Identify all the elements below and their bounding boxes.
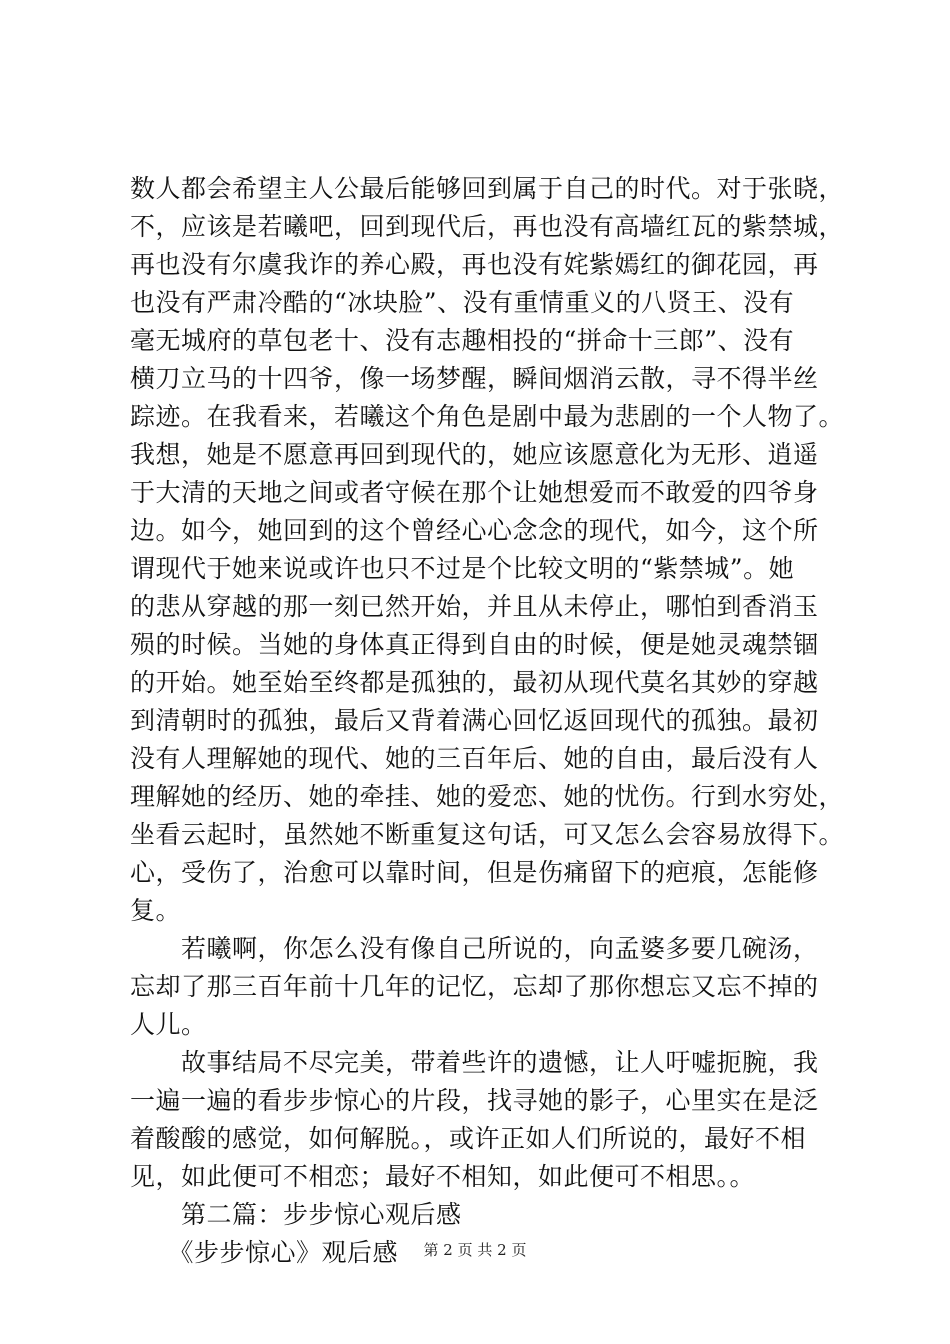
text-line: 殒的时候。当她的身体真正得到自由的时候，便是她灵魂禁锢 — [130, 630, 819, 659]
text-line: 我想，她是不愿意再回到现代的，她应该愿意化为无形、逍遥 — [130, 440, 819, 469]
text-line: 故事结局不尽完美，带着些许的遗憾，让人吁嘘扼腕，我 — [130, 1048, 819, 1077]
text-line: 人儿。 — [130, 1010, 207, 1039]
text-line: 踪迹。在我看来，若曦这个角色是剧中最为悲剧的一个人物了。 — [130, 402, 845, 431]
text-line: 于大清的天地之间或者守候在那个让她想爱而不敢爱的四爷身 — [130, 478, 819, 507]
text-line: 理解她的经历、她的牵挂、她的爱恋、她的忧伤。行到水穷处， — [130, 782, 845, 811]
page-number-footer: 第 2 页 共 2 页 — [423, 1241, 527, 1259]
text-line: 的悲从穿越的那一刻已然开始，并且从未停止，哪怕到香消玉 — [130, 592, 819, 621]
text-line: 着酸酸的感觉，如何解脱。，或许正如人们所说的，最好不相 — [130, 1124, 807, 1153]
text-line: 谓现代于她来说或许也只不过是个比较文明的“紫禁城”。她 — [130, 554, 795, 583]
text-line: 不，应该是若曦吧，回到现代后，再也没有高墙红瓦的紫禁城， — [130, 212, 845, 241]
text-line: 横刀立马的十四爷，像一场梦醒，瞬间烟消云散，寻不得半丝 — [130, 364, 819, 393]
text-line: 若曦啊，你怎么没有像自己所说的，向孟婆多要几碗汤， — [130, 934, 819, 963]
text-line: 数人都会希望主人公最后能够回到属于自己的时代。对于张晓， — [130, 174, 845, 203]
text-line: 见，如此便可不相恋；最好不相知，如此便可不相思。。 — [130, 1162, 756, 1191]
text-line: 没有人理解她的现代、她的三百年后、她的自由，最后没有人 — [130, 744, 819, 773]
text-line: 复。 — [130, 896, 182, 925]
text-line: 到清朝时的孤独，最后又背着满心回忆返回现代的孤独。最初 — [130, 706, 819, 735]
text-line: 心，受伤了，治愈可以靠时间，但是伤痛留下的疤痕，怎能修 — [130, 858, 819, 887]
text-line: 也没有严肃冷酷的“冰块脸”、没有重情重义的八贤王、没有 — [130, 288, 795, 317]
text-line: 忘却了那三百年前十几年的记忆，忘却了那你想忘又忘不掉的 — [130, 972, 819, 1001]
text-line: 的开始。她至始至终都是孤独的，最初从现代莫名其妙的穿越 — [130, 668, 819, 697]
text-line: 边。如今，她回到的这个曾经心心念念的现代，如今，这个所 — [130, 516, 819, 545]
body-text — [130, 170, 850, 1272]
text-line: 再也没有尔虞我诈的养心殿，再也没有姹紫嫣红的御花园，再 — [130, 250, 819, 279]
text-line: 一遍一遍的看步步惊心的片段，找寻她的影子，心里实在是泛 — [130, 1086, 819, 1115]
text-line: 毫无城府的草包老十、没有志趣相投的“拼命十三郎”、没有 — [130, 326, 795, 355]
text-line: 坐看云起时，虽然她不断重复这句话，可又怎么会容易放得下。 — [130, 820, 845, 849]
article-title: 《步步惊心》观后感 — [130, 1238, 399, 1267]
section-heading: 第二篇：步步惊心观后感 — [130, 1200, 462, 1229]
